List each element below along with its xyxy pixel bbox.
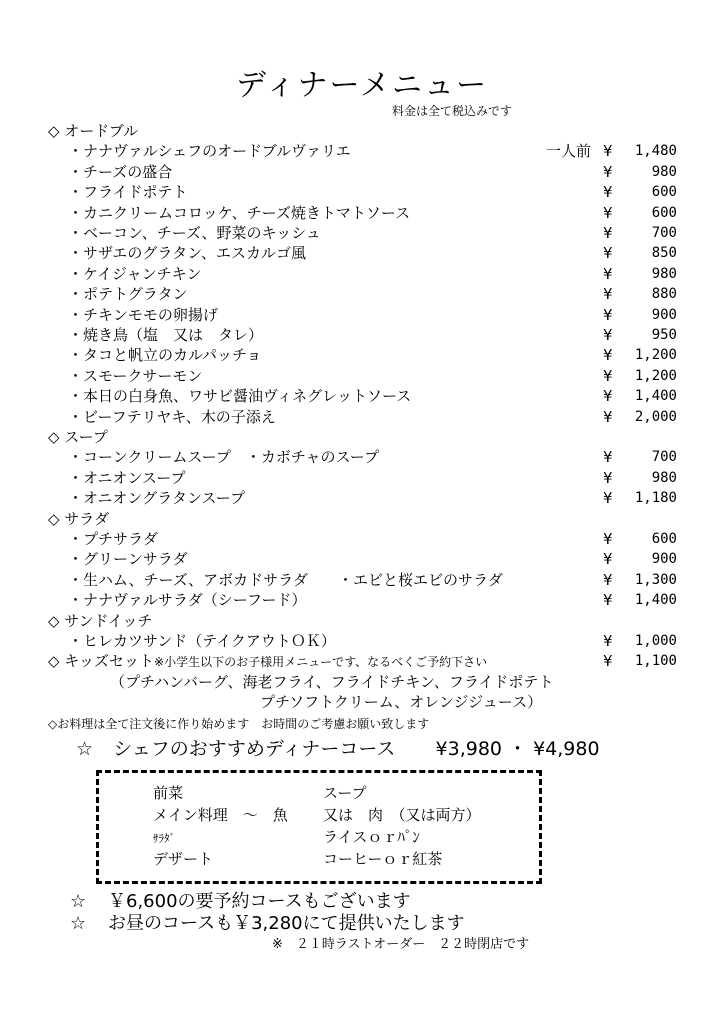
course-item-main-choice: 又は 肉 （又は両方） [323,806,481,824]
menu-item-name: ・焼き鳥（塩 又は タレ） [68,326,264,344]
menu-item-price: 1,200 [634,347,677,364]
menu-item-price: 1,300 [634,571,677,588]
yen-symbol: ¥ [603,203,613,222]
menu-item [0,590,724,610]
menu-item-price: 1,180 [634,490,677,507]
yen-symbol: ¥ [603,652,613,671]
course-heading [76,736,600,762]
extra-line-lunch-course [70,912,465,936]
section-heading-text: ◇ オードブル [48,122,139,140]
menu-item-name: ・チーズの盛合 [68,162,173,181]
menu-item-name: ・ナナヴァルサラダ（シーフード） [68,591,307,610]
course-item-soup: スープ [323,784,367,802]
menu-item-name: ・プチサラダ [68,530,158,548]
menu-item [0,386,724,406]
kids-set-contents-line2: プチソフトクリーム、オレンジジュース） [260,693,543,712]
menu-title: ディナーメニュー [235,68,489,103]
section-heading [0,509,724,529]
yen-symbol: ¥ [603,285,613,304]
menu-item-qualifier: 一人前 [546,142,592,161]
menu-item-name: ・グリーンサラダ [68,550,188,569]
menu-item-price: 980 [651,469,677,486]
yen-symbol: ¥ [603,489,613,508]
tax-note: 料金は全て税込みです [392,104,513,118]
menu-item-name: ・コーンクリームスープ ・カボチャのスープ [68,448,379,467]
menu-item-name: ・ケイジャンチキン [68,264,202,283]
yen-symbol: ¥ [603,264,613,283]
course-item-rice-bread: ライスｏｒﾊﾟﾝ [323,828,420,846]
yen-symbol: ¥ [603,448,613,467]
yen-symbol: ¥ [603,530,613,548]
star-icon: ☆ [70,913,87,934]
menu-item [0,631,724,651]
menu-item-price: 980 [651,265,677,282]
yen-symbol: ¥ [603,387,613,406]
menu-item-price: 880 [651,286,677,303]
course-name: シェフのおすすめディナーコース [113,738,396,760]
menu-item [0,407,724,427]
menu-item [0,345,724,365]
menu-item [0,141,724,161]
menu-item [0,243,724,263]
menu-item-price: 900 [651,306,677,323]
kids-set-name [48,651,487,672]
menu-item-price: 2,000 [634,408,677,425]
course-item-appetizer: 前菜 [153,784,184,802]
menu-item [0,468,724,488]
menu-item-price: 850 [651,245,677,262]
menu-item-price: 950 [651,327,677,343]
yen-symbol: ¥ [603,570,613,589]
section-heading-text: ◇ サラダ [48,509,110,528]
kids-set-note: ※小学生以下のお子様用メニューです、なるべくご予約下さい [154,655,488,670]
menu-item-price: 600 [651,204,677,221]
menu-item [0,325,724,345]
yen-symbol: ¥ [603,326,613,344]
menu-item-name: ・サザエのグラタン、エスカルゴ風 [68,244,307,263]
section-heading [0,611,724,631]
menu-item-name: ・カニクリームコロッケ、チーズ焼きトマトソース [68,203,411,222]
closing-time-note: ※ ２１時ラストオーダー ２２時閉店です [272,937,530,952]
menu-item [0,488,724,508]
kids-set-row [0,651,724,671]
yen-symbol: ¥ [603,550,613,569]
star-icon: ☆ [76,738,94,760]
menu-item [0,549,724,569]
preparation-notice: ◇お料理は全て注文後に作り始めます お時間のご考慮お願い致します [48,717,430,731]
menu-item-price: 600 [651,184,677,201]
menu-item-name: ・オニオングラタンスープ [68,489,246,508]
kids-set-price: 1,100 [634,653,677,670]
course-item-salad: ｻﾗﾀﾞ [153,832,175,845]
menu-item-price: 1,400 [634,592,677,609]
menu-item-name: ・ポテトグラタン [68,285,188,304]
section-heading [0,121,724,141]
menu-item-name: ・本日の白身魚、ワサビ醤油ヴィネグレットソース [68,387,412,406]
menu-item-name: ・オニオンスープ [68,468,186,487]
menu-item-price: 980 [651,163,677,180]
yen-symbol: ¥ [603,407,613,426]
menu-item [0,284,724,304]
yen-symbol: ¥ [603,468,613,487]
menu-item [0,203,724,223]
extra-text: お昼のコースも￥3,280にて提供いたします [108,913,465,934]
menu-item-price: 1,400 [634,388,677,405]
menu-item-name: ・タコと帆立のカルパッチョ [68,346,262,365]
yen-symbol: ¥ [603,162,613,181]
yen-symbol: ¥ [603,366,613,385]
menu-item-price: 1,480 [634,143,677,160]
menu-item-price: 600 [651,531,677,547]
course-item-dessert: デザート [153,850,214,868]
course-prices: ¥3,980 ・ ¥4,980 [435,738,600,760]
yen-symbol: ¥ [603,305,613,324]
menu-item [0,264,724,284]
menu-item-name: ・生ハム、チーズ、アボカドサラダ ・エビと桜エビのサラダ [68,570,503,589]
yen-symbol: ¥ [603,632,613,650]
menu-item-name: ・チキンモモの卵揚げ [68,305,218,324]
yen-symbol: ¥ [603,346,613,365]
menu-item-name: ・フライドポテト [68,183,188,202]
menu-item [0,162,724,182]
extra-text: ￥6,600の要予約コースもございます [108,891,411,912]
yen-symbol: ¥ [603,224,613,242]
star-icon: ☆ [70,891,87,912]
menu-item-price: 700 [651,449,677,466]
menu-item [0,447,724,467]
yen-symbol: ¥ [603,142,613,161]
menu-item-price: 700 [651,225,677,241]
menu-item [0,223,724,243]
menu-item-name: ・ビーフテリヤキ、木の子添え [68,407,276,426]
menu-item [0,570,724,590]
menu-item [0,182,724,202]
section-heading [0,427,724,447]
menu-item-price: 900 [651,551,677,568]
yen-symbol: ¥ [603,244,613,263]
menu-item-name: ・ナナヴァルシェフのオードブルヴァリエ [68,142,351,161]
course-item-drink: コーヒーｏｒ紅茶 [323,850,443,868]
menu-item-price: 1,200 [634,367,677,384]
extra-line-reservation-course [70,890,411,914]
yen-symbol: ¥ [603,183,613,202]
menu-item [0,529,724,549]
menu-item-name: ・スモークサーモン [68,366,203,385]
course-contents-box [96,770,542,884]
menu-item-price: 1,000 [634,633,677,649]
section-heading-text: ◇ サンドイッチ [48,611,153,630]
menu-item [0,305,724,325]
kids-set-heading: ◇ キッズセット [48,652,155,671]
menu-item [0,366,724,386]
menu-item-name: ・ベーコン、チーズ、野菜のキッシュ [68,224,321,242]
yen-symbol: ¥ [603,591,613,610]
section-heading-text: ◇ スープ [48,428,108,446]
kids-set-contents-line1: （プチハンバーグ、海老フライ、フライドチキン、フライドポテト [110,672,554,691]
menu-item-name: ・ヒレカツサンド（テイクアウトＯＫ） [68,632,336,650]
course-item-main: メイン料理 ～ 魚 [153,806,288,824]
